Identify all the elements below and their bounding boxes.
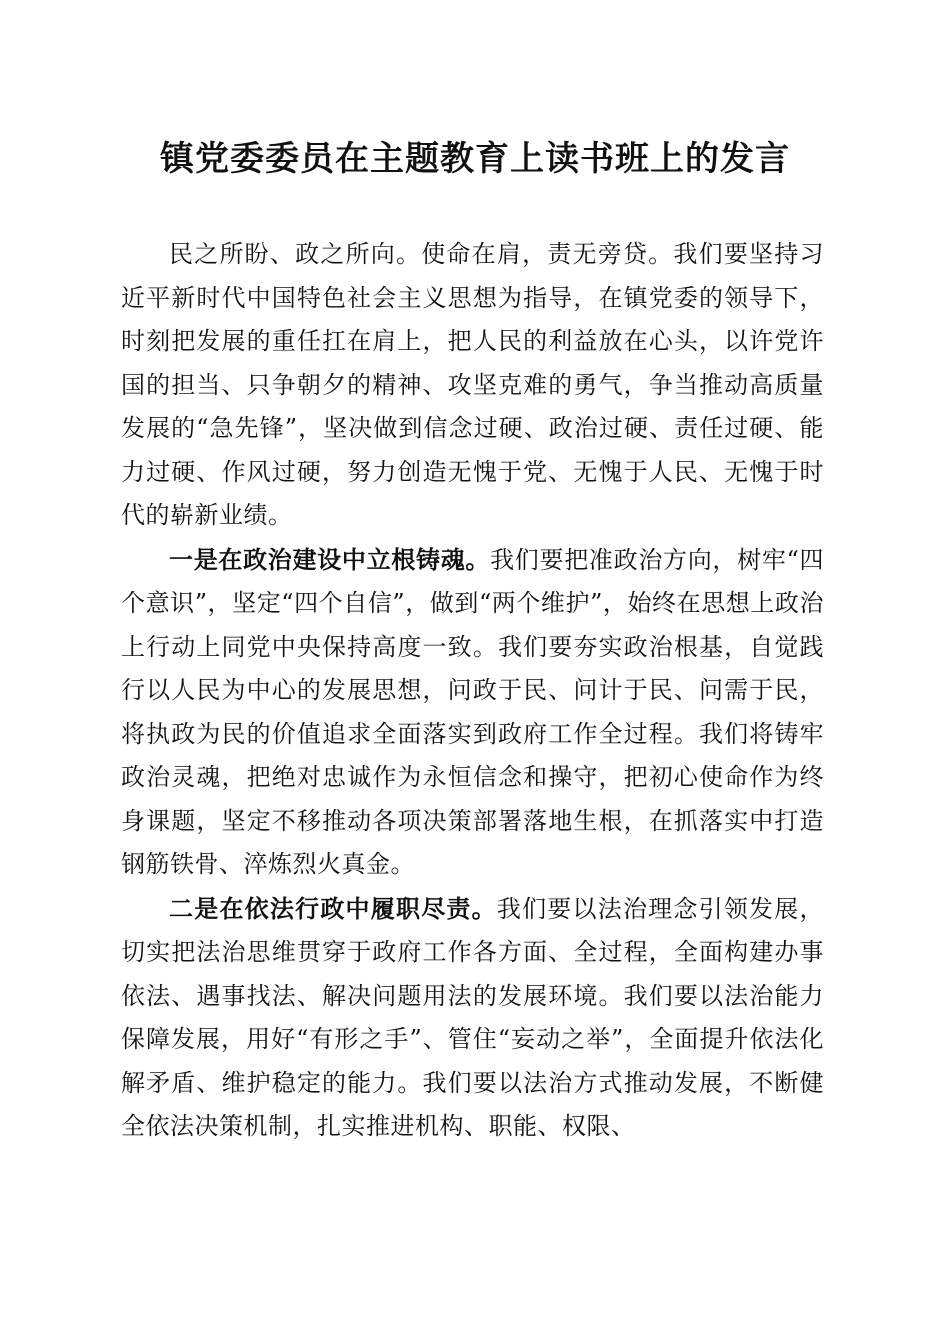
document-title: 镇党委委员在主题教育上读书班上的发言 (160, 139, 790, 179)
paragraph-3-text: 我们要以法治理念引领发展，切实把法治思维贯穿于政府工作各方面、全过程，全面构建办事依法、遇事找法、解决问题用法的发展环境。我们要以法治能力保障发展，用好“有形之手”、管住“妄动之举”，全面提升依法化解矛盾、维护稳定的能力。我们要以法治方式推动发展，不断健全依法决策机制，扎实推进机构、职能、权限、 (121, 894, 824, 1140)
paragraph-3 (121, 887, 824, 1149)
paragraph-2-text: 我们要把准政治方向，树牢“四个意识”，坚定“四个自信”，做到“两个维护”，始终在思想上政治上行动上同党中央保持高度一致。我们要夯实政治根基，自觉践行以人民为中心的发展思想，问政于民、问计于民、问需于民，将执政为民的价值追求全面落实到政府工作全过程。我们将铸牢政治灵魂，把绝对忠诚作为永恒信念和操守，把初心使命作为终身课题，坚定不移推动各项决策部署落地生根，在抓落实中打造钢筋铁骨、淬炼烈火真金。 (121, 545, 824, 878)
paragraph-3-lead: 二是在依法行政中履职尽责。 (169, 893, 497, 923)
paragraph-1 (121, 232, 824, 538)
paragraph-1-text: 民之所盼、政之所向。使命在肩，责无旁贷。我们要坚持习近平新时代中国特色社会主义思想为指导，在镇党委的领导下，时刻把发展的重任扛在肩上，把人民的利益放在心头，以许党许国的担当、只争朝夕的精神、攻坚克难的勇气，争当推动高质量发展的“急先锋”，坚决做到信念过硬、政治过硬、责任过硬、能力过硬、作风过硬，努力创造无愧于党、无愧于人民、无愧于时代的崭新业绩。 (121, 240, 824, 529)
paragraph-2-lead: 一是在政治建设中立根铸魂。 (169, 544, 491, 574)
document-body (121, 232, 824, 1149)
paragraph-2 (121, 538, 824, 887)
